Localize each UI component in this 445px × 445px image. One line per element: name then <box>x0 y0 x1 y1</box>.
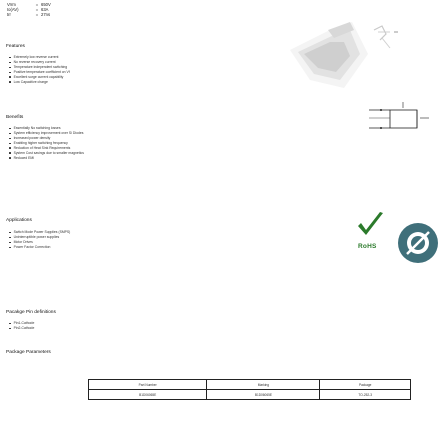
table-header-cell: Package <box>320 380 411 390</box>
applications-heading: Applications <box>6 218 32 223</box>
list-item: Extremely low reverse current <box>9 55 70 60</box>
package-outline-drawing <box>345 100 435 140</box>
package-pins-heading: Pacakge Pin definitions <box>6 310 56 315</box>
check-mark <box>358 212 383 235</box>
table-cell: B1D06065E <box>207 390 320 400</box>
benefits-heading: Benefits <box>6 115 24 120</box>
list-item: System Cost savings due to smaller magnetics <box>9 151 84 156</box>
list-item: Power Factor Correction <box>9 245 70 250</box>
list-item: Increased power density <box>9 136 84 141</box>
list-item: Excellent surge current capability <box>9 75 70 80</box>
list-item: Pin1-Cathode <box>9 321 34 326</box>
outline-pin-marker <box>380 109 382 111</box>
list-item: Switch Mode Power Supplies (SMPS) <box>9 230 70 235</box>
spec-row-vrrm: Vrrm = 650V <box>7 2 51 7</box>
list-item: Motor Drives <box>9 240 70 245</box>
package-photo <box>290 20 430 95</box>
table-cell: B1D06065E <box>89 390 207 400</box>
list-item: Pin2-Cathode <box>9 326 34 331</box>
key-specs <box>7 2 51 17</box>
package-lead <box>382 38 390 48</box>
pb-free-check-icon <box>355 210 387 240</box>
list-item: Essentially No switching losses <box>9 126 84 131</box>
spec-row-trr: trr = 27ns <box>7 12 51 17</box>
list-item: System efficiency improvement over Si Diodes <box>9 131 84 136</box>
list-item: Positive temperature coefficient on Vf <box>9 70 70 75</box>
table-header-cell: Part Number <box>89 380 207 390</box>
list-item: Low Capacitive charge <box>9 80 70 85</box>
list-item: Reduced EMI <box>9 156 84 161</box>
table-cell: TO-252-3 <box>320 390 411 400</box>
features-heading: Features <box>6 44 25 49</box>
list-item: Enabling higher switching frequency <box>9 141 84 146</box>
applications-list <box>9 230 70 250</box>
rohs-mark: RoHS <box>358 243 377 250</box>
package-params-table <box>88 379 411 400</box>
list-item: Temperature independent switching <box>9 65 70 70</box>
outline-pin-marker <box>380 127 382 129</box>
package-pins-list <box>9 321 34 331</box>
outline-body <box>390 110 417 128</box>
features-list <box>9 55 70 85</box>
halogen-free-icon <box>395 220 441 266</box>
table-header-cell: Marking <box>207 380 320 390</box>
list-item: No reverse recovery current <box>9 60 70 65</box>
package-lead <box>374 26 386 40</box>
benefits-list <box>9 126 84 161</box>
table-row <box>89 390 411 400</box>
table-header-row <box>89 380 411 390</box>
list-item: Reduction of Heat Sink Requirements <box>9 146 84 151</box>
spec-row-io: Io(AV) = 63A <box>7 7 49 12</box>
list-item: Uninterruptible power supplies <box>9 235 70 240</box>
package-params-heading: Package Parameters <box>6 350 51 355</box>
